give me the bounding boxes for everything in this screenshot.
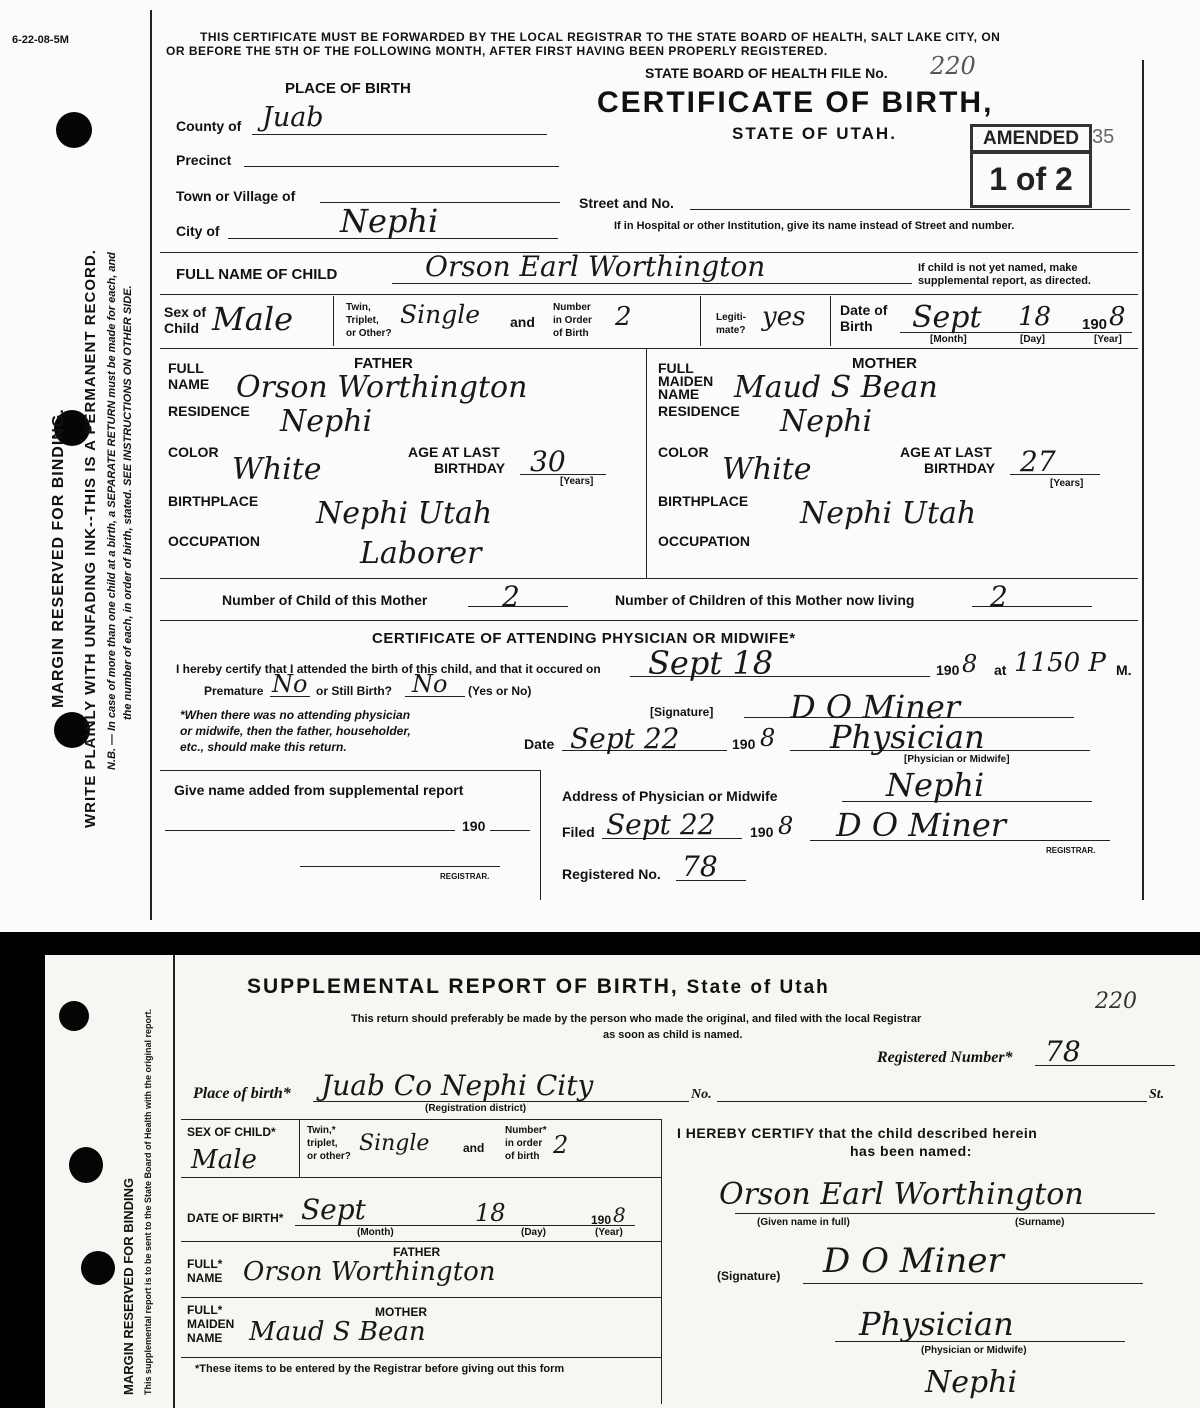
registrar-label-2: REGISTRAR.	[1046, 846, 1096, 855]
registered-value: 78	[682, 850, 718, 883]
left-rule	[150, 10, 152, 920]
punch-hole	[81, 1251, 115, 1285]
supp-child-name-line	[735, 1213, 1155, 1214]
twin-value: Single	[400, 300, 481, 329]
divider	[160, 620, 1138, 621]
twin-label-3: or Other?	[346, 328, 392, 339]
supp-year-line	[490, 830, 530, 831]
sex-label-2: Child	[164, 320, 199, 336]
father-residence-value: Nephi	[280, 404, 373, 439]
supp-intro-2: as soon as child is named.	[603, 1029, 743, 1041]
dob-day: 18	[1018, 302, 1052, 332]
sign-year-prefix: 190	[732, 736, 756, 752]
supp-certify-2: has been named:	[850, 1143, 972, 1159]
father-birthplace-value: Nephi Utah	[316, 496, 493, 531]
premature-value: No	[272, 670, 308, 698]
filed-year-prefix: 190	[750, 824, 774, 840]
father-color-label: COLOR	[168, 444, 219, 460]
sex-value: Male	[212, 300, 294, 338]
sign-date: Sept 22	[570, 722, 680, 755]
supp-dob-year: 8	[613, 1203, 626, 1227]
divider	[181, 1357, 661, 1358]
father-occupation-label: OCCUPATION	[168, 533, 261, 549]
punch-hole	[69, 1147, 103, 1183]
punch-hole	[56, 112, 92, 148]
supp-mother-full-label: FULL*	[187, 1303, 223, 1317]
supp-year-prefix: 190	[462, 818, 486, 834]
supp-signature-label: (Signature)	[717, 1269, 781, 1283]
supp-intro-1: This return should preferably be made by the person who made the original, and filed with the local Registrar	[351, 1013, 922, 1025]
supp-and-label: and	[463, 1141, 485, 1155]
supp-signature: D O Miner	[823, 1241, 1004, 1281]
stillbirth-label: or Still Birth?	[316, 684, 392, 698]
time-value: 1150 P	[1014, 648, 1106, 678]
supp-order-label-3: of birth	[505, 1151, 540, 1162]
supp-twin-label-3: or other?	[307, 1151, 351, 1162]
mother-maiden-label: MAIDEN	[658, 373, 714, 389]
father-occupation-value: Laborer	[360, 536, 482, 571]
supp-place-label: Place of birth*	[193, 1085, 291, 1102]
phys-or-midwife-label: [Physician or Midwife]	[904, 754, 1010, 765]
supp-file-no: 220	[1095, 989, 1137, 1014]
supp-title-main: SUPPLEMENTAL REPORT OF BIRTH,	[247, 975, 687, 998]
supp-month-label: (Month)	[357, 1227, 394, 1238]
mother-birthplace-value: Nephi Utah	[800, 496, 977, 531]
order-label-3: of Birth	[553, 328, 589, 339]
notice-line-2: OR BEFORE THE 5TH OF THE FOLLOWING MONTH, AFTER FIRST HAVING BEEN PROPERLY REGISTERED.	[166, 44, 828, 58]
footnote-3: etc., should make this return.	[180, 740, 347, 754]
county-label: County of	[176, 118, 242, 134]
signature-value: D O Miner	[790, 688, 961, 726]
child-number-value: 2	[502, 580, 520, 613]
stamp-number: 35	[1092, 126, 1115, 148]
parents-divider	[646, 348, 647, 578]
street-line	[690, 209, 1130, 210]
page-stamp: 1 of 2	[970, 150, 1092, 208]
street-label: Street and No.	[579, 195, 674, 211]
filed-date: Sept 22	[606, 808, 716, 841]
mother-color-value: White	[722, 452, 812, 487]
mother-years-label: [Years]	[1050, 478, 1084, 489]
supp-certify-1: I HEREBY CERTIFY that the child described herein	[677, 1125, 1038, 1141]
address-value: Nephi	[886, 766, 985, 804]
supp-dob-year-prefix: 190	[591, 1213, 612, 1227]
county-value: Juab	[262, 102, 324, 133]
right-rule	[1142, 60, 1144, 900]
supp-phys-or-midwife: (Physician or Midwife)	[921, 1345, 1027, 1356]
month-label: [Month]	[930, 334, 967, 345]
mother-full-label: FULL	[658, 360, 694, 376]
day-label: [Day]	[1020, 334, 1046, 345]
yes-no-label: (Yes or No)	[468, 684, 532, 698]
supp-name-label: Give name added from supplemental report	[174, 782, 464, 798]
filed-label: Filed	[562, 824, 595, 840]
city-value: Nephi	[340, 202, 439, 240]
legit-value: yes	[762, 302, 806, 332]
margin-binding-text: MARGIN RESERVED FOR BINDING.	[50, 408, 67, 708]
city-label: City of	[176, 223, 220, 239]
physician-title-value: Physician	[830, 718, 985, 756]
supp-margin-note: This supplemental report is to be sent to the State Board of Health with the original report.	[143, 1008, 153, 1395]
filed-year: 8	[778, 812, 794, 840]
mother-age-value: 27	[1020, 445, 1056, 478]
supp-place-value: Juab Co Nephi City	[321, 1069, 594, 1102]
physician-title: CERTIFICATE OF ATTENDING PHYSICIAN OR MIDWIFE*	[372, 630, 796, 647]
child-number-label: Number of Child of this Mother	[222, 592, 428, 608]
supp-dob-day: 18	[475, 1199, 506, 1227]
signature-label: [Signature]	[650, 705, 714, 719]
date-label: Date	[524, 736, 555, 752]
place-of-birth-heading: PLACE OF BIRTH	[285, 80, 411, 97]
supp-name-line	[165, 830, 455, 831]
supp-left-rule	[173, 955, 175, 1408]
sign-year: 8	[760, 724, 776, 752]
father-birthplace-label: BIRTHPLACE	[168, 493, 259, 509]
mother-age-label-2: BIRTHDAY	[924, 460, 996, 476]
form-code: 6-22-08-5M	[12, 34, 69, 46]
twin-label-1: Twin,	[346, 302, 371, 313]
cell-divider	[700, 296, 701, 346]
certify-year: 8	[962, 650, 978, 678]
footnote-2: or midwife, then the father, householder,	[180, 724, 411, 738]
divider	[160, 770, 540, 771]
registrar-label: REGISTRAR.	[440, 872, 490, 881]
supp-title-state: State of Utah	[686, 977, 830, 998]
supplemental-report	[45, 955, 1200, 1408]
supp-street-line	[717, 1101, 1147, 1102]
supp-day-label: (Day)	[521, 1227, 547, 1238]
sex-label-1: Sex of	[164, 304, 207, 320]
and-label: and	[510, 314, 535, 330]
premature-label: Premature	[204, 684, 264, 698]
mother-color-label: COLOR	[658, 444, 709, 460]
not-named-note-2: supplemental report, as directed.	[918, 275, 1091, 287]
father-residence-label: RESIDENCE	[168, 403, 250, 419]
divider	[160, 578, 1138, 579]
footnote-1: *When there was no attending physician	[180, 708, 411, 722]
certify-date: Sept 18	[648, 644, 774, 682]
cell-divider	[333, 296, 334, 346]
divider	[181, 1241, 661, 1242]
dob-label-2: Birth	[840, 318, 873, 334]
supp-given-label: (Given name in full)	[757, 1217, 850, 1228]
supp-father-name-label: NAME	[187, 1271, 223, 1285]
supp-twin-value: Single	[359, 1131, 430, 1156]
supp-dob-month: Sept	[301, 1193, 366, 1226]
supp-order-label-1: Number*	[505, 1125, 547, 1136]
at-label: at	[994, 662, 1007, 678]
certificate-title: CERTIFICATE OF BIRTH,	[597, 86, 994, 119]
child-name-line	[392, 283, 912, 284]
child-name-label: FULL NAME OF CHILD	[176, 266, 338, 283]
margin-note-2: the number of each, in order of birth, stated. SEE INSTRUCTIONS ON OTHER SIDE.	[122, 285, 134, 720]
divider	[181, 1119, 661, 1120]
notice-line-1: THIS CERTIFICATE MUST BE FORWARDED BY THE LOCAL REGISTRAR TO THE STATE BOARD OF HEALTH, SALT LAKE CITY, ON	[200, 30, 1001, 44]
supp-signature-line	[803, 1283, 1143, 1284]
amended-stamp: AMENDED	[970, 124, 1092, 154]
town-label: Town or Village of	[176, 188, 296, 204]
supp-footnote: *These items to be entered by the Registrar before giving out this form	[195, 1363, 565, 1375]
supp-sex-value: Male	[191, 1145, 257, 1175]
registrar-signature: D O Miner	[836, 806, 1007, 844]
supp-father-name-value: Orson Worthington	[243, 1257, 496, 1287]
father-header: FATHER	[354, 355, 413, 372]
precinct-label: Precinct	[176, 152, 232, 168]
not-named-note-1: If child is not yet named, make	[918, 262, 1078, 274]
margin-note-1: N.B. — In case of more than one child at a birth, a SEPARATE RETURN must be made for each, and	[106, 252, 118, 770]
certify-text: I hereby certify that I attended the birth of this child, and that it occured on	[176, 662, 601, 676]
supp-no-label: No.	[691, 1087, 712, 1102]
legit-label-2: mate?	[716, 325, 746, 336]
father-full-label: FULL	[168, 360, 204, 376]
supp-mother-name-value: Maud S Bean	[249, 1317, 426, 1347]
box-divider	[540, 770, 541, 900]
supp-twin-label-2: triplet,	[307, 1138, 338, 1149]
supp-mother-name-label: NAME	[187, 1331, 223, 1345]
cell-divider	[830, 296, 831, 346]
mother-birthplace-label: BIRTHPLACE	[658, 493, 749, 509]
divider	[160, 294, 1138, 295]
order-label-1: Number	[553, 302, 591, 313]
divider	[181, 1177, 661, 1178]
year-label: [Year]	[1094, 334, 1122, 345]
dob-year-prefix: 190	[1082, 316, 1108, 333]
supp-mother-maiden-label: MAIDEN	[187, 1317, 235, 1331]
father-name-label: NAME	[168, 376, 210, 392]
registrar-line	[300, 866, 500, 867]
supp-surname-label: (Surname)	[1015, 1217, 1065, 1228]
hospital-note: If in Hospital or other Institution, give its name instead of Street and number.	[614, 220, 1015, 232]
supp-grid-divider	[661, 1119, 662, 1404]
twin-label-2: Triplet,	[346, 315, 379, 326]
supp-father-header: FATHER	[393, 1245, 441, 1259]
mother-residence-label: RESIDENCE	[658, 403, 740, 419]
divider	[181, 1297, 661, 1298]
father-years-label: [Years]	[560, 476, 594, 487]
county-line	[252, 134, 547, 135]
supp-reg-number: 78	[1045, 1035, 1081, 1068]
registered-label: Registered No.	[562, 866, 661, 882]
file-no-label: STATE BOARD OF HEALTH FILE No.	[645, 65, 888, 81]
stillbirth-value: No	[412, 670, 448, 698]
supp-child-name: Orson Earl Worthington	[719, 1177, 1084, 1212]
supp-st-label: St.	[1149, 1087, 1165, 1102]
supp-order-label-2: in order	[505, 1138, 543, 1149]
supp-town: Nephi	[925, 1365, 1018, 1400]
supp-reg-district: (Registration district)	[425, 1103, 527, 1114]
mother-age-label-1: AGE AT LAST	[900, 444, 992, 460]
mother-name-label: NAME	[658, 386, 700, 402]
order-value: 2	[615, 302, 632, 332]
father-age-label-2: BIRTHDAY	[434, 460, 506, 476]
supp-father-full-label: FULL*	[187, 1257, 223, 1271]
supp-twin-label-1: Twin,*	[307, 1125, 336, 1136]
dob-month: Sept	[912, 300, 982, 335]
father-age-value: 30	[530, 445, 566, 478]
certify-year-prefix: 190	[936, 662, 960, 678]
supp-year-label: (Year)	[595, 1227, 623, 1238]
dob-label-1: Date of	[840, 302, 888, 318]
m-label: M.	[1116, 662, 1132, 678]
mother-residence-value: Nephi	[780, 404, 873, 439]
father-age-label-1: AGE AT LAST	[408, 444, 500, 460]
legit-label-1: Legiti-	[716, 312, 746, 323]
dob-year: 8	[1109, 302, 1126, 332]
margin-ink-text: WRITE PLAINLY WITH UNFADING INK--THIS IS A PERMANENT RECORD.	[82, 249, 99, 828]
supp-title	[247, 975, 830, 999]
child-name-value: Orson Earl Worthington	[425, 250, 766, 283]
punch-hole	[59, 1001, 89, 1031]
mother-occupation-label: OCCUPATION	[658, 533, 751, 549]
supp-physician-value: Physician	[859, 1305, 1014, 1343]
supp-dob-label: DATE OF BIRTH*	[187, 1211, 284, 1225]
divider	[160, 348, 1138, 349]
precinct-line	[244, 166, 559, 167]
father-color-value: White	[232, 452, 322, 487]
supp-order-value: 2	[553, 1131, 569, 1159]
supp-mother-header: MOTHER	[375, 1305, 427, 1319]
supp-reg-number-label: Registered Number*	[877, 1049, 1013, 1066]
father-name-value: Orson Worthington	[236, 370, 528, 405]
order-label-2: in Order	[553, 315, 592, 326]
cell-divider	[299, 1119, 300, 1177]
supp-margin-binding: MARGIN RESERVED FOR BINDING	[121, 1177, 136, 1395]
children-living-value: 2	[990, 580, 1008, 613]
address-label: Address of Physician or Midwife	[562, 788, 778, 804]
children-living-label: Number of Children of this Mother now living	[615, 592, 915, 608]
supp-sex-label: SEX OF CHILD*	[187, 1125, 276, 1139]
state-label: STATE OF UTAH.	[732, 124, 897, 143]
mother-name-value: Maud S Bean	[734, 370, 938, 405]
file-no: 220	[930, 52, 976, 80]
mother-header: MOTHER	[852, 355, 917, 372]
